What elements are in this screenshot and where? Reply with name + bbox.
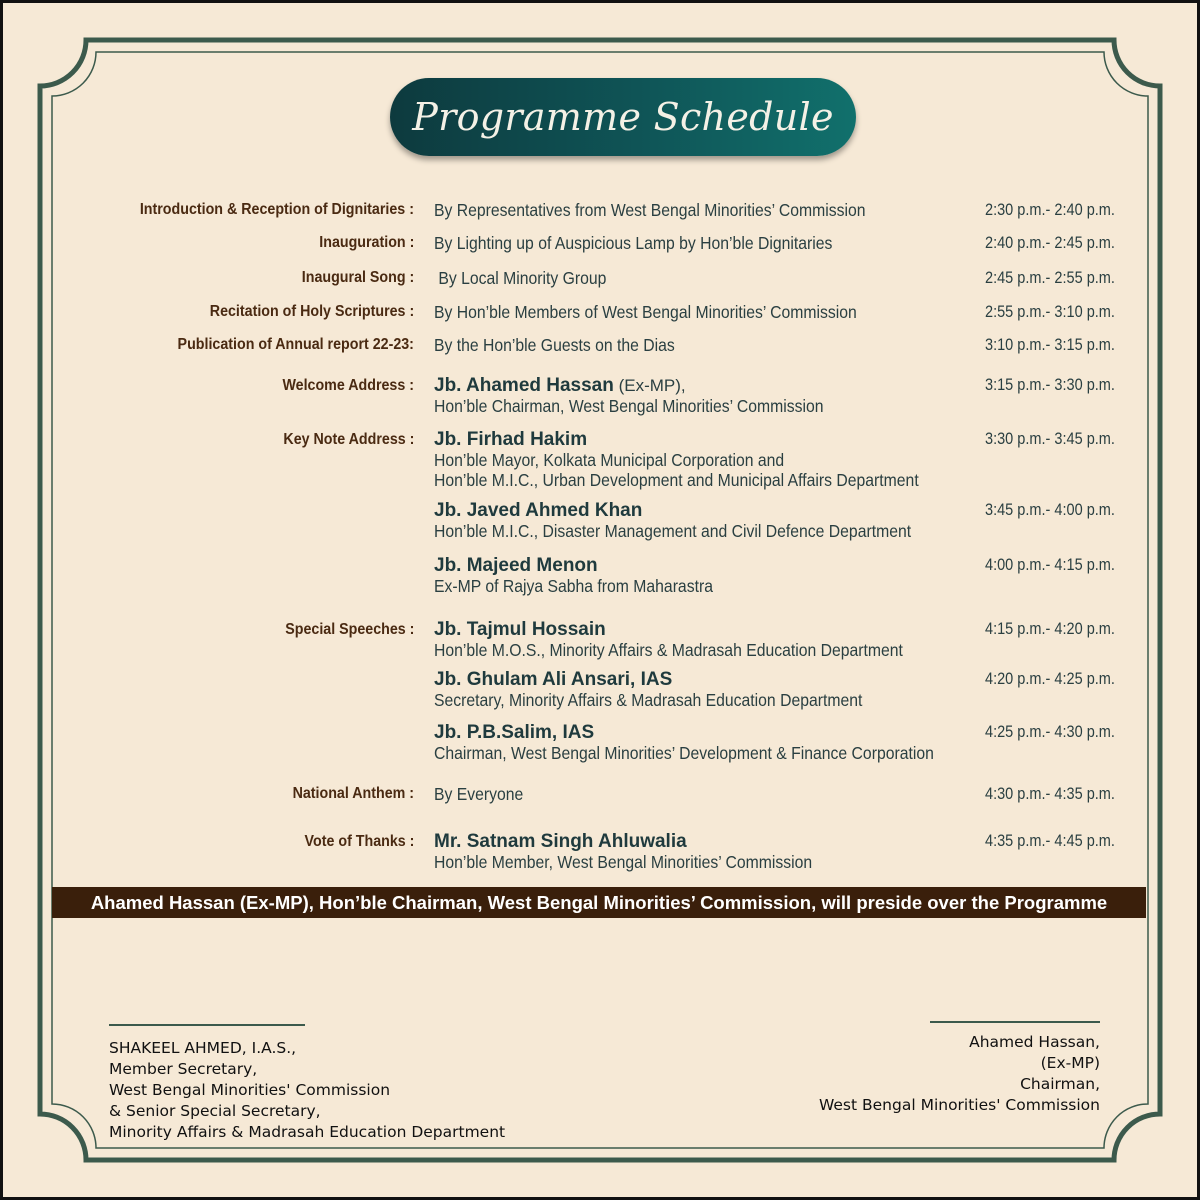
description-line: Chairman, West Bengal Minorities’ Development & Finance Corporation xyxy=(434,743,934,763)
signature-right-line: West Bengal Minorities' Commission xyxy=(818,1096,1100,1114)
schedule-time: 4:25 p.m.- 4:30 p.m. xyxy=(985,723,1115,741)
schedule-time: 4:30 p.m.- 4:35 p.m. xyxy=(985,785,1115,803)
schedule-time: 4:20 p.m.- 4:25 p.m. xyxy=(985,670,1115,688)
schedule-time: 4:00 p.m.- 4:15 p.m. xyxy=(985,556,1115,574)
signature-left-line: & Senior Special Secretary, xyxy=(109,1102,321,1120)
schedule-time: 3:15 p.m.- 3:30 p.m. xyxy=(985,376,1115,394)
description-line: By Local Minority Group xyxy=(434,268,607,288)
signature-left-line: SHAKEEL AHMED, I.A.S., xyxy=(109,1039,297,1057)
description-line: Secretary, Minority Affairs & Madrasah Education Department xyxy=(434,690,863,710)
schedule-description xyxy=(434,268,994,288)
speaker-name-text: Mr. Satnam Singh Ahluwalia xyxy=(434,831,687,852)
schedule-label: National Anthem : xyxy=(292,785,414,802)
speaker-name xyxy=(434,500,994,521)
schedule-time: 2:30 p.m.- 2:40 p.m. xyxy=(985,201,1115,219)
schedule-description xyxy=(434,831,994,872)
schedule-time: 3:10 p.m.- 3:15 p.m. xyxy=(985,336,1115,354)
speaker-name xyxy=(434,429,994,450)
signature-line-left xyxy=(109,1024,305,1026)
schedule-time: 2:55 p.m.- 3:10 p.m. xyxy=(985,303,1115,321)
speaker-name-text: Jb. P.B.Salim, IAS xyxy=(434,722,595,743)
schedule-label: Inaugural Song : xyxy=(301,269,414,286)
schedule-description xyxy=(434,233,994,253)
speaker-name-text: Jb. Ghulam Ali Ansari, IAS xyxy=(434,669,673,690)
speaker-name xyxy=(434,831,994,852)
speaker-name xyxy=(434,375,994,396)
description-line: By Lighting up of Auspicious Lamp by Hon’ble Dignitaries xyxy=(434,233,833,253)
schedule-label: Key Note Address : xyxy=(282,431,414,448)
page-title: Programme Schedule xyxy=(412,95,834,139)
schedule-description xyxy=(434,500,994,541)
signature-right-line: Ahamed Hassan, xyxy=(969,1033,1100,1051)
speaker-name-text: Jb. Majeed Menon xyxy=(434,555,598,576)
schedule-time: 3:45 p.m.- 4:00 p.m. xyxy=(985,501,1115,519)
title-banner xyxy=(390,78,856,156)
presiding-banner: Ahamed Hassan (Ex-MP), Hon’ble Chairman, West Bengal Minorities’ Commission, will preside over the Programme xyxy=(52,887,1146,918)
signature-right-line: Chairman, xyxy=(1020,1075,1100,1093)
schedule-description xyxy=(434,555,994,596)
schedule-label: Special Speeches : xyxy=(284,621,414,638)
description-line: Hon’ble Mayor, Kolkata Municipal Corporation and xyxy=(434,450,785,470)
description-line: Hon’ble Member, West Bengal Minorities’ Commission xyxy=(434,852,813,872)
schedule-description xyxy=(434,375,994,416)
schedule-time: 2:45 p.m.- 2:55 p.m. xyxy=(985,269,1115,287)
signature-left-line: Minority Affairs & Madrasah Education Department xyxy=(109,1123,506,1141)
speaker-name xyxy=(434,619,994,640)
signature-block-left xyxy=(109,1038,505,1143)
schedule-label: Recitation of Holy Scriptures : xyxy=(209,303,414,320)
speaker-name-suffix: (Ex-MP), xyxy=(613,376,686,395)
speaker-name-text: Jb. Firhad Hakim xyxy=(434,429,588,450)
description-line: Hon’ble M.O.S., Minority Affairs & Madrasah Education Department xyxy=(434,640,903,660)
schedule-time: 2:40 p.m.- 2:45 p.m. xyxy=(985,234,1115,252)
description-line: By the Hon’ble Guests on the Dias xyxy=(434,335,675,355)
description-line: Ex-MP of Rajya Sabha from Maharastra xyxy=(434,576,713,596)
signature-right-line: (Ex-MP) xyxy=(1040,1054,1100,1072)
signature-left-line: West Bengal Minorities' Commission xyxy=(109,1081,391,1099)
schedule-label: Introduction & Reception of Dignitaries : xyxy=(139,201,414,218)
speaker-name xyxy=(434,555,994,576)
schedule-description xyxy=(434,429,994,490)
schedule-time: 4:35 p.m.- 4:45 p.m. xyxy=(985,832,1115,850)
schedule-description xyxy=(434,722,994,763)
speaker-name-text: Jb. Ahamed Hassan xyxy=(434,375,614,396)
description-line: Hon’ble M.I.C., Urban Development and Municipal Affairs Department xyxy=(434,470,919,490)
schedule-description xyxy=(434,335,994,355)
description-line: Hon’ble Chairman, West Bengal Minorities’ Commission xyxy=(434,396,824,416)
schedule-description xyxy=(434,669,994,710)
speaker-name xyxy=(434,722,994,743)
schedule-description xyxy=(434,619,994,660)
schedule-description xyxy=(434,200,994,220)
schedule-label: Vote of Thanks : xyxy=(304,833,414,850)
schedule-label: Publication of Annual report 22-23: xyxy=(177,336,414,353)
speaker-name xyxy=(434,669,994,690)
schedule-label: Inauguration : xyxy=(318,234,414,251)
schedule-description xyxy=(434,302,994,322)
description-line: Hon’ble M.I.C., Disaster Management and Civil Defence Department xyxy=(434,521,912,541)
description-line: By Everyone xyxy=(434,784,524,804)
speaker-name-text: Jb. Tajmul Hossain xyxy=(434,619,606,640)
schedule-description xyxy=(434,784,994,804)
schedule-time: 4:15 p.m.- 4:20 p.m. xyxy=(985,620,1115,638)
signature-left-line: Member Secretary, xyxy=(109,1060,258,1078)
signature-block-right xyxy=(819,1032,1100,1116)
speaker-name-text: Jb. Javed Ahmed Khan xyxy=(434,500,643,521)
signature-line-right xyxy=(930,1021,1100,1023)
description-line: By Hon’ble Members of West Bengal Minorities’ Commission xyxy=(434,302,857,322)
schedule-label: Welcome Address : xyxy=(282,377,414,394)
schedule-time: 3:30 p.m.- 3:45 p.m. xyxy=(985,430,1115,448)
description-line: By Representatives from West Bengal Minorities’ Commission xyxy=(434,200,866,220)
